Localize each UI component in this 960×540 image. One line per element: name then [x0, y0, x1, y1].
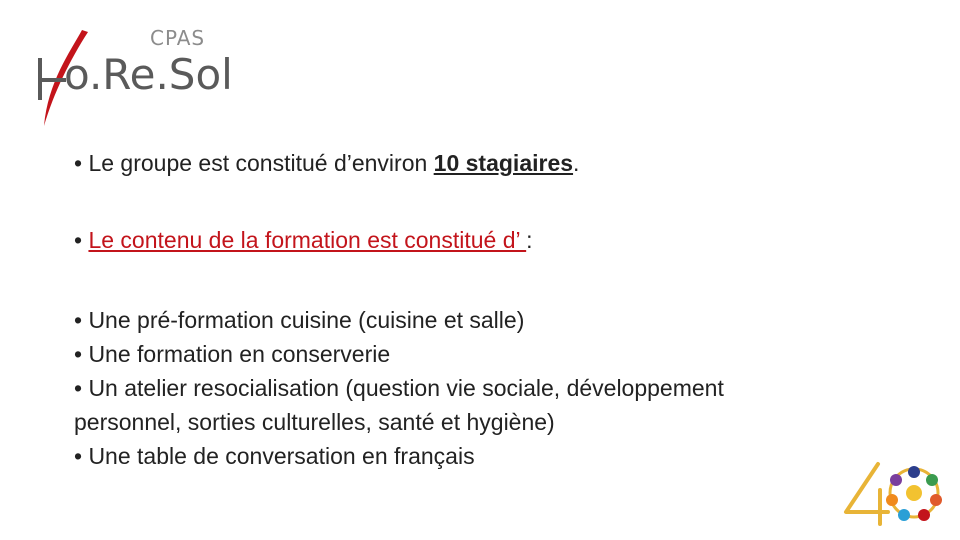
bullet-suffix: . [573, 150, 580, 176]
heading-colon: : [526, 227, 533, 253]
bullet-group-size [74, 146, 914, 180]
list-item: • Une pré-formation cuisine (cuisine et salle) [74, 307, 525, 333]
content-heading: Le contenu de la formation est constitué d’ [88, 227, 527, 253]
bullet-marker: • [74, 227, 89, 253]
forty-emblem-icon [842, 460, 946, 526]
slide-content [74, 146, 914, 473]
list-item: • Une table de conversation en français [74, 443, 475, 469]
list-item: • Une formation en conserverie [74, 341, 391, 367]
anniversary-emblem [842, 460, 946, 526]
horesol-logo [30, 22, 233, 132]
list-item: personnel, sorties culturelles, santé et hygiène) [74, 409, 555, 435]
bullet-text: • Le groupe est constitué d’environ [74, 150, 434, 176]
emphasis-stagiaires: 10 stagiaires [433, 150, 574, 176]
bullet-content-heading [74, 223, 914, 257]
logo-cpas-text: CPAS [150, 26, 206, 50]
list-item: • Un atelier resocialisation (question vie sociale, développement [74, 375, 724, 401]
logo-name-text: o.Re.Sol [64, 50, 233, 99]
